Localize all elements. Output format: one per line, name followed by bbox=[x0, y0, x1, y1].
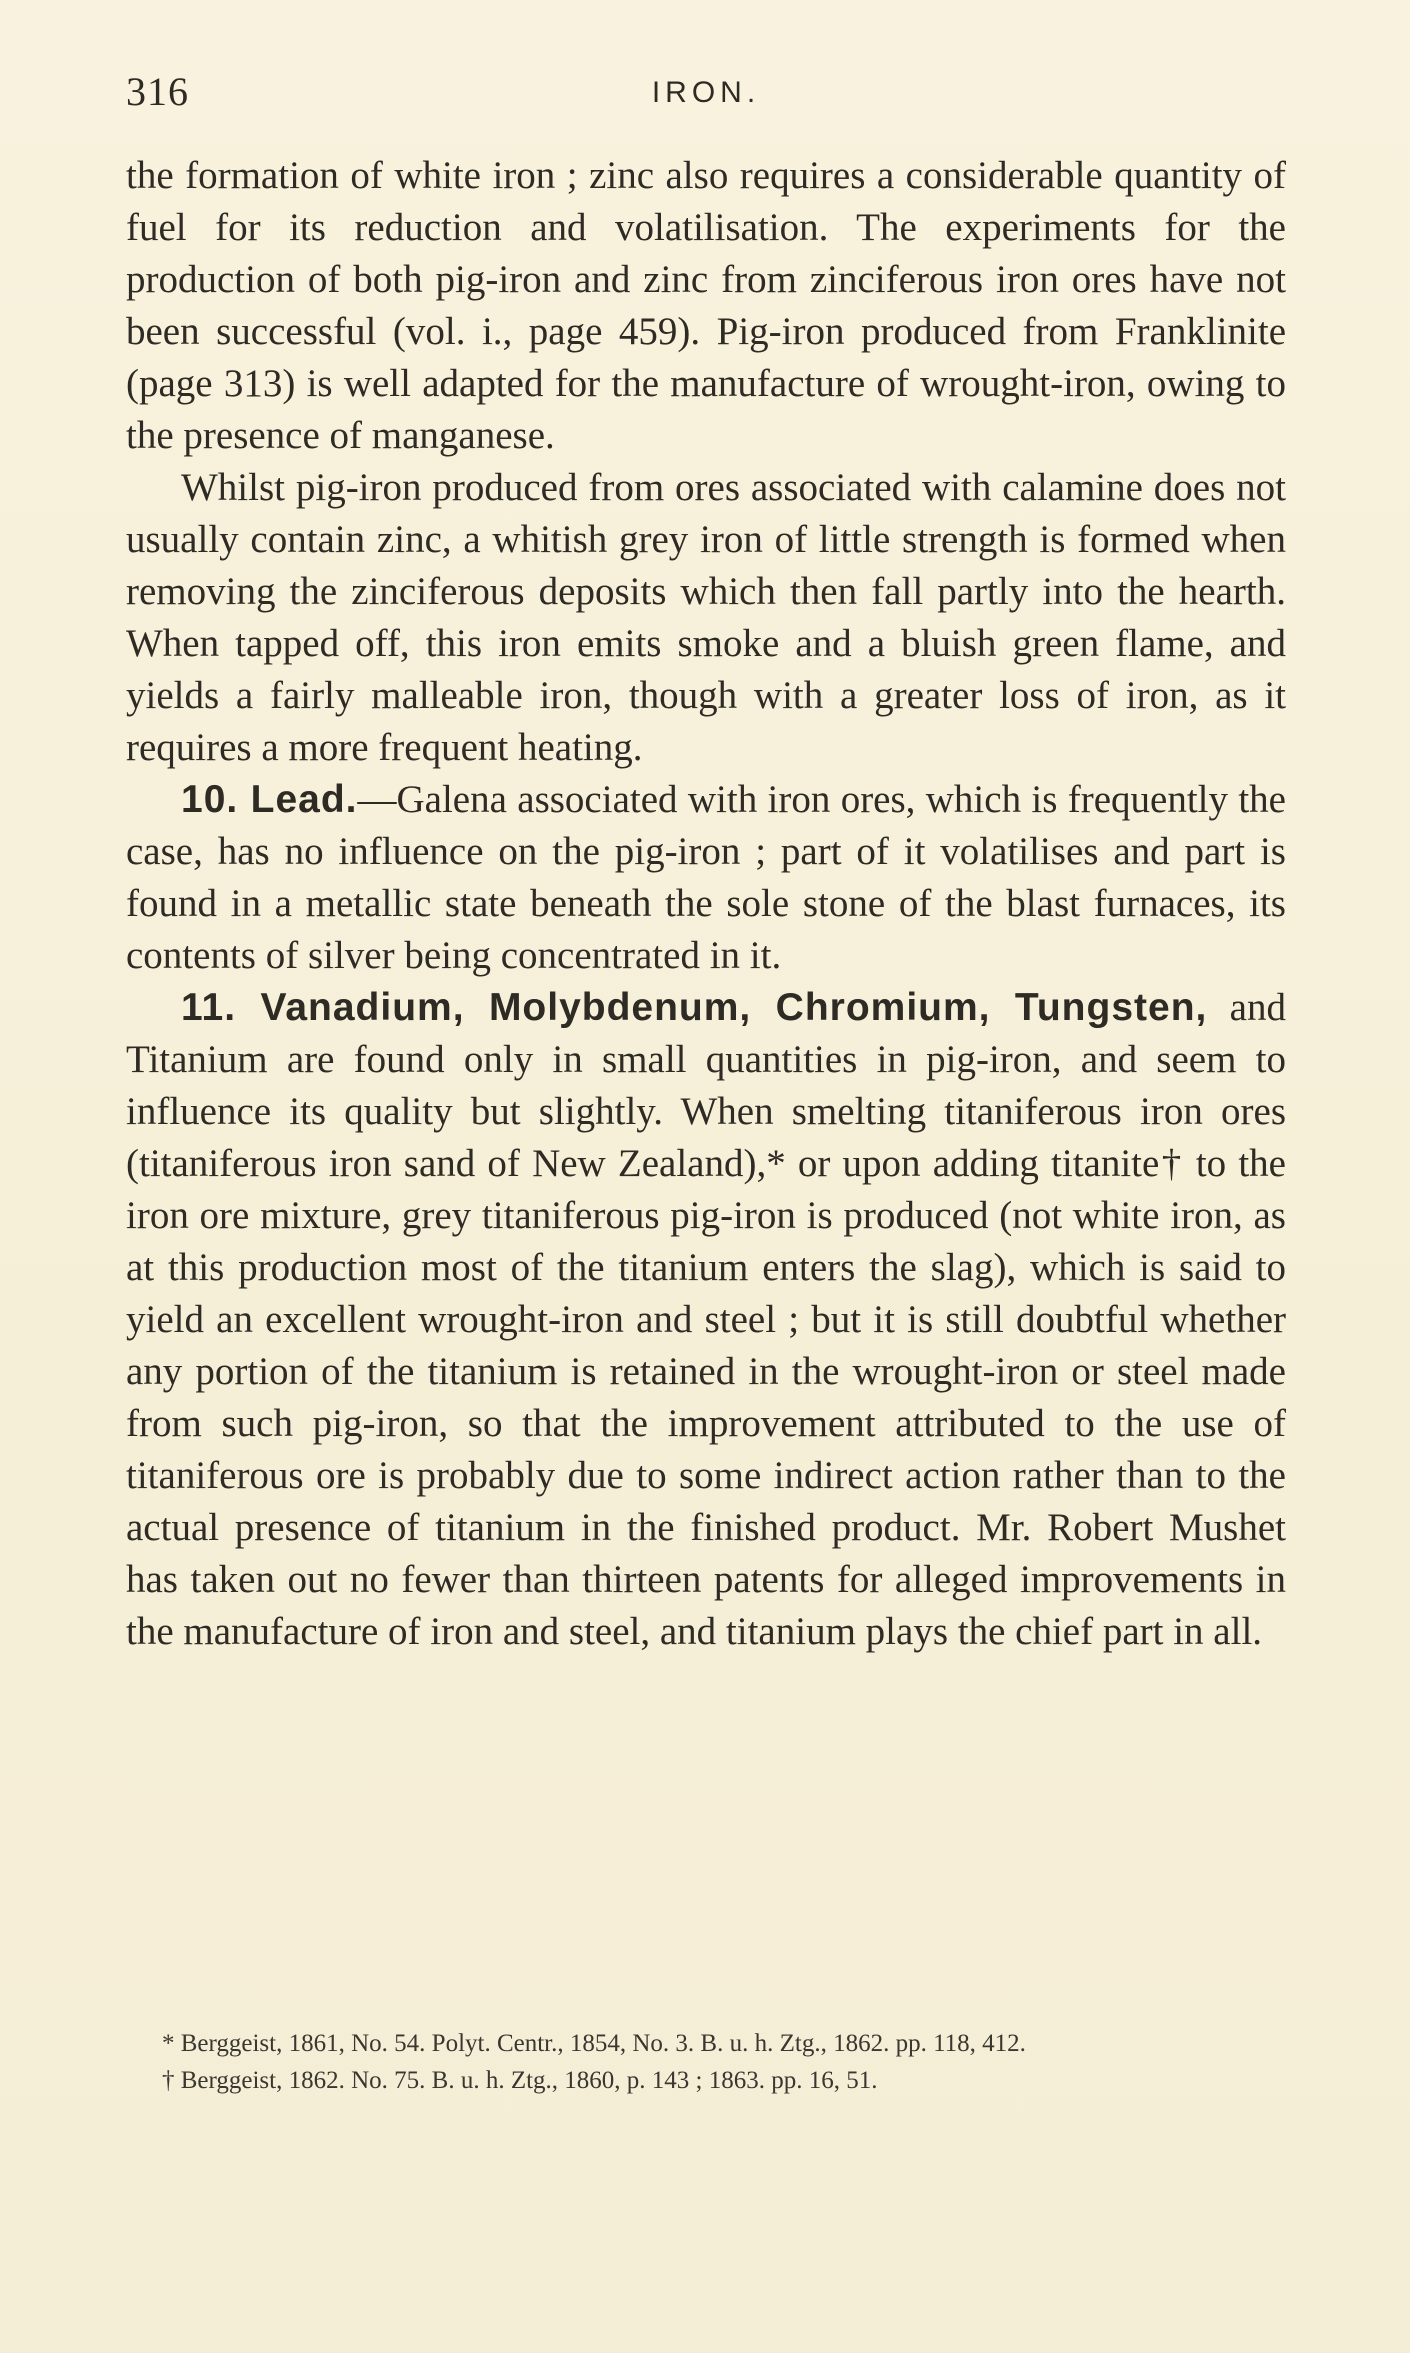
footnotes bbox=[126, 2025, 1286, 2099]
paragraph-calamine: Whilst pig-iron produced from ores associated with calamine does not usually contain zinc, a whitish grey iron of little strength is formed when removing the zinciferous deposits which then fall partly into the hearth. When tapped off, this iron emits smoke and a bluish green flame, and yields a fairly malleable iron, though with a greater loss of iron, as it requires a more frequent heating. bbox=[126, 466, 1286, 769]
footnote-dagger: † Berggeist, 1862. No. 75. B. u. h. Ztg., 1860, p. 143 ; 1863. pp. 16, 51. bbox=[162, 2067, 878, 2094]
section-heading-vanadium: 11. Vanadium, Molybdenum, Chromium, Tungsten, bbox=[181, 986, 1208, 1029]
paragraph-lead-text: —Galena associated with iron ores, which is frequently the case, has no influence on the pig-iron ; part of it volatilises and part is found in a metallic state beneath the sole stone of the blast furnaces, its contents of silver being concentrated in it. bbox=[126, 778, 1286, 977]
paragraph-lead bbox=[126, 774, 1286, 982]
paragraph-vanadium bbox=[126, 982, 1286, 1658]
running-title: IRON. bbox=[651, 76, 761, 109]
page-number: 316 bbox=[126, 69, 189, 114]
footnote-asterisk: * Berggeist, 1861, No. 54. Polyt. Centr., 1854, No. 3. B. u. h. Ztg., 1862. pp. 118, 412. bbox=[162, 2030, 1026, 2057]
body-text bbox=[126, 150, 1286, 1658]
paragraph-continuation: the formation of white iron ; zinc also requires a considerable quantity of fuel for its reduction and volatilisation. The experiments for the production of both pig-iron and zinc from zinciferous iron ores have not been successful (vol. i., page 459). Pig-iron produced from Franklinite (page 313) is well adapted for the manufacture of wrought-iron, owing to the presence of manganese. bbox=[126, 154, 1286, 457]
page-header bbox=[126, 68, 1286, 128]
paragraph-vanadium-text: and Titanium are found only in small quantities in pig-iron, and seem to influence its quality but slightly. When smelting titaniferous iron ores (titaniferous iron sand of New Zealand),* or upon adding titanite† to the iron ore mixture, grey titaniferous pig-iron is produced (not white iron, as at this production most of the titanium enters the slag), which is said to yield an excellent wrought-iron and steel ; but it is still doubtful whether any portion of the titanium is retained in the wrought-iron or steel made from such pig-iron, so that the improvement attributed to the use of titaniferous ore is probably due to some indirect action rather than to the actual presence of titanium in the finished product. Mr. Robert Mushet has taken out no fewer than thirteen patents for alleged improvements in the manufacture of iron and steel, and titanium plays the chief part in all. bbox=[126, 986, 1286, 1653]
section-heading-lead: 10. Lead. bbox=[181, 778, 358, 821]
